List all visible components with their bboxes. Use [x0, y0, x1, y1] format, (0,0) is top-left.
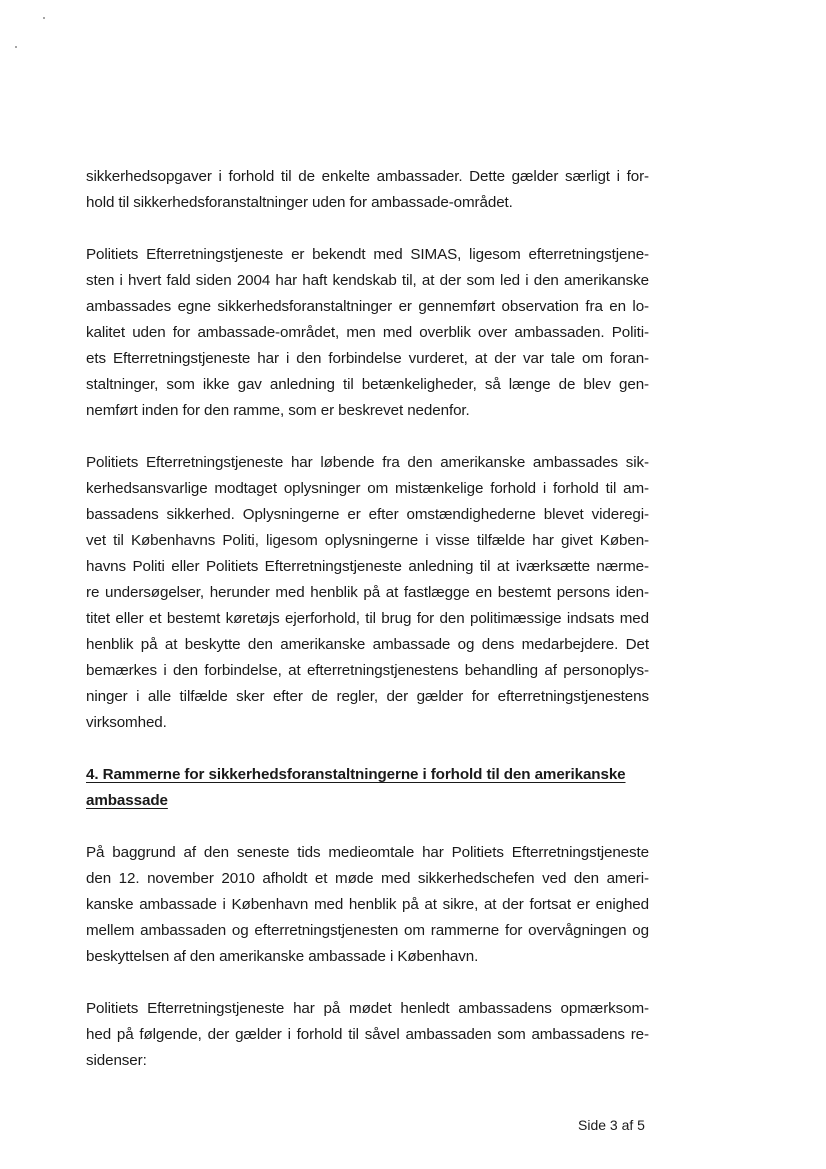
text-line: hed på følgende, der gælder i forhold til såvel ambassaden som ambassadens re-	[86, 1026, 649, 1043]
text-line: hold til sikkerhedsforanstaltninger uden for ambassade-området.	[86, 194, 513, 211]
heading-line: ambassade	[86, 792, 168, 809]
text-line: vet til Københavns Politi, ligesom oplysningerne i visse tilfælde har givet Køben-	[86, 532, 649, 549]
text-line: nemført inden for den ramme, som er beskrevet nedenfor.	[86, 402, 470, 419]
text-line: titet eller et bestemt køretøjs ejerforhold, til brug for den politimæssige indsats med	[86, 610, 649, 627]
text-line: staltninger, som ikke gav anledning til betænkeligheder, så længe de blev gen-	[86, 376, 649, 393]
paragraph-3	[86, 450, 649, 736]
document-body	[86, 164, 649, 1100]
section-heading	[86, 762, 649, 814]
text-line: sten i hvert fald siden 2004 har haft kendskab til, at der som led i den amerikanske	[86, 272, 649, 289]
text-line: ets Efterretningstjeneste har i den forbindelse vurderet, at der var tale om foran-	[86, 350, 649, 367]
text-line: kanske ambassade i København med henblik på at sikre, at der fortsat er enighed	[86, 896, 649, 913]
text-line: bemærkes i den forbindelse, at efterretningstjenestens behandling af personoplys-	[86, 662, 649, 679]
paragraph-5	[86, 996, 649, 1074]
page-number: Side 3 af 5	[578, 1117, 645, 1133]
text-line: ninger i alle tilfælde sker efter de regler, der gælder for efterretningstjenestens	[86, 688, 649, 705]
paragraph-4	[86, 840, 649, 970]
text-line: bassadens sikkerhed. Oplysningerne er efter omstændighederne blevet videregi-	[86, 506, 649, 523]
text-line: den 12. november 2010 afholdt et møde med sikkerhedschefen ved den ameri-	[86, 870, 649, 887]
paragraph-2	[86, 242, 649, 424]
text-line: sidenser:	[86, 1052, 147, 1069]
text-line: På baggrund af den seneste tids medieomtale har Politiets Efterretningstjeneste	[86, 844, 649, 861]
text-line: Politiets Efterretningstjeneste har løbende fra den amerikanske ambassades sik-	[86, 454, 649, 471]
text-line: henblik på at beskytte den amerikanske ambassade og dens medarbejdere. Det	[86, 636, 649, 653]
text-line: Politiets Efterretningstjeneste har på mødet henledt ambassadens opmærksom-	[86, 1000, 649, 1017]
text-line: Politiets Efterretningstjeneste er bekendt med SIMAS, ligesom efterretningstjene-	[86, 246, 649, 263]
text-line: havns Politi eller Politiets Efterretningstjeneste anledning til at iværksætte nærme-	[86, 558, 649, 575]
text-line: kalitet uden for ambassade-området, men med overblik over ambassaden. Politi-	[86, 324, 649, 341]
text-line: kerhedsansvarlige modtaget oplysninger om mistænkelige forhold i forhold til am-	[86, 480, 649, 497]
text-line: ambassades egne sikkerhedsforanstaltninger er gennemført observation fra en lo-	[86, 298, 649, 315]
text-line: sikkerhedsopgaver i forhold til de enkelte ambassader. Dette gælder særligt i for-	[86, 168, 649, 185]
text-line: mellem ambassaden og efterretningstjenesten om rammerne for overvågningen og	[86, 922, 649, 939]
heading-line: 4. Rammerne for sikkerhedsforanstaltningerne i forhold til den amerikanske	[86, 766, 626, 783]
paragraph-1	[86, 164, 649, 216]
scan-speck	[43, 17, 45, 19]
text-line: beskyttelsen af den amerikanske ambassade i København.	[86, 948, 479, 965]
text-line: re undersøgelser, herunder med henblik på at fastlægge en bestemt persons iden-	[86, 584, 649, 601]
scan-speck	[15, 46, 17, 48]
text-line: virksomhed.	[86, 714, 167, 731]
